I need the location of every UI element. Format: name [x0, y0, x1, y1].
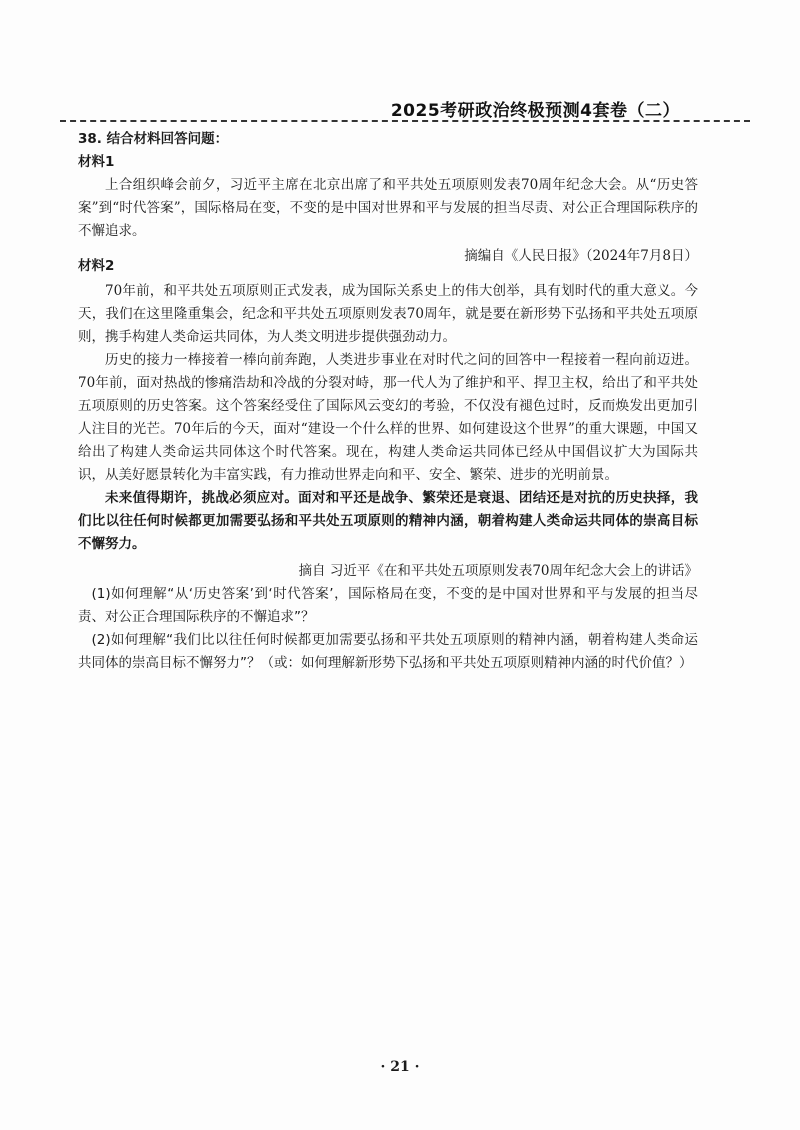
question-content [78, 128, 698, 675]
sub-question-2: (2)如何理解“我们比以往任何时候都更加需要弘扬和平共处五项原则的精神内涵，朝着构建人类命运共同体的崇高目标不懈努力”？（或：如何理解新形势下弘扬和平共处五项原则精神内涵的时代价值？） [78, 632, 698, 671]
material2-paragraph-1: 70年前，和平共处五项原则正式发表，成为国际关系史上的伟大创举，具有划时代的重大意义。今天，我们在这里隆重集会，纪念和平共处五项原则发表70周年，就是要在新形势下弘扬和平共处五项原则，携手构建人类命运共同体，为人类文明进步提供强劲动力。 [78, 283, 698, 345]
sub-question-1: (1)如何理解“从‘历史答案’到‘时代答案’，国际格局在变，不变的是中国对世界和平与发展的担当尽责、对公正合理国际秩序的不懈追求”？ [78, 586, 698, 625]
page-header [60, 96, 750, 120]
material2-paragraph-3: 未来值得期许，挑战必须应对。面对和平还是战争、繁荣还是衰退、团结还是对抗的历史抉择，我们比以往任何时候都更加需要弘扬和平共处五项原则的精神内涵，朝着构建人类命运共同体的崇高目标不懈努力。 [78, 490, 698, 552]
material1-source: 摘编自《人民日报》（2024年7月8日） [464, 248, 698, 264]
material2-label: 材料2 [78, 258, 115, 274]
question-title: 38. 结合材料回答问题： [78, 131, 229, 147]
material2-header-row [78, 245, 698, 274]
material1-label: 材料1 [78, 154, 115, 170]
material1-paragraph: 上合组织峰会前夕，习近平主席在北京出席了和平共处五项原则发表70周年纪念大会。从“历史答案”到“时代答案”，国际格局在变，不变的是中国对世界和平与发展的担当尽责、对公正合理国际秩序的不懈追求。 [78, 177, 698, 239]
material2-source: 摘自 习近平《在和平共处五项原则发表70周年纪念大会上的讲话》 [298, 563, 698, 579]
header-dashed-rule [60, 120, 750, 122]
page-number: · 21 · [380, 1059, 420, 1075]
header-title: 2025考研政治终极预测4套卷（二） [390, 101, 680, 121]
material2-paragraph-2: 历史的接力一棒接着一棒向前奔跑，人类进步事业在对时代之问的回答中一程接着一程向前迈进。70年前，面对热战的惨痛浩劫和冷战的分裂对峙，那一代人为了维护和平、捍卫主权，给出了和平共处五项原则的历史答案。这个答案经受住了国际风云变幻的考验，不仅没有褪色过时，反而焕发出更加引人注目的光芒。70年后的今天，面对“建设一个什么样的世界、如何建设这个世界”的重大课题，中国又给出了构建人类命运共同体这个时代答案。现在，构建人类命运共同体已经从中国倡议扩大为国际共识，从美好愿景转化为丰富实践，有力推动世界走向和平、安全、繁荣、进步的光明前景。 [78, 352, 698, 483]
